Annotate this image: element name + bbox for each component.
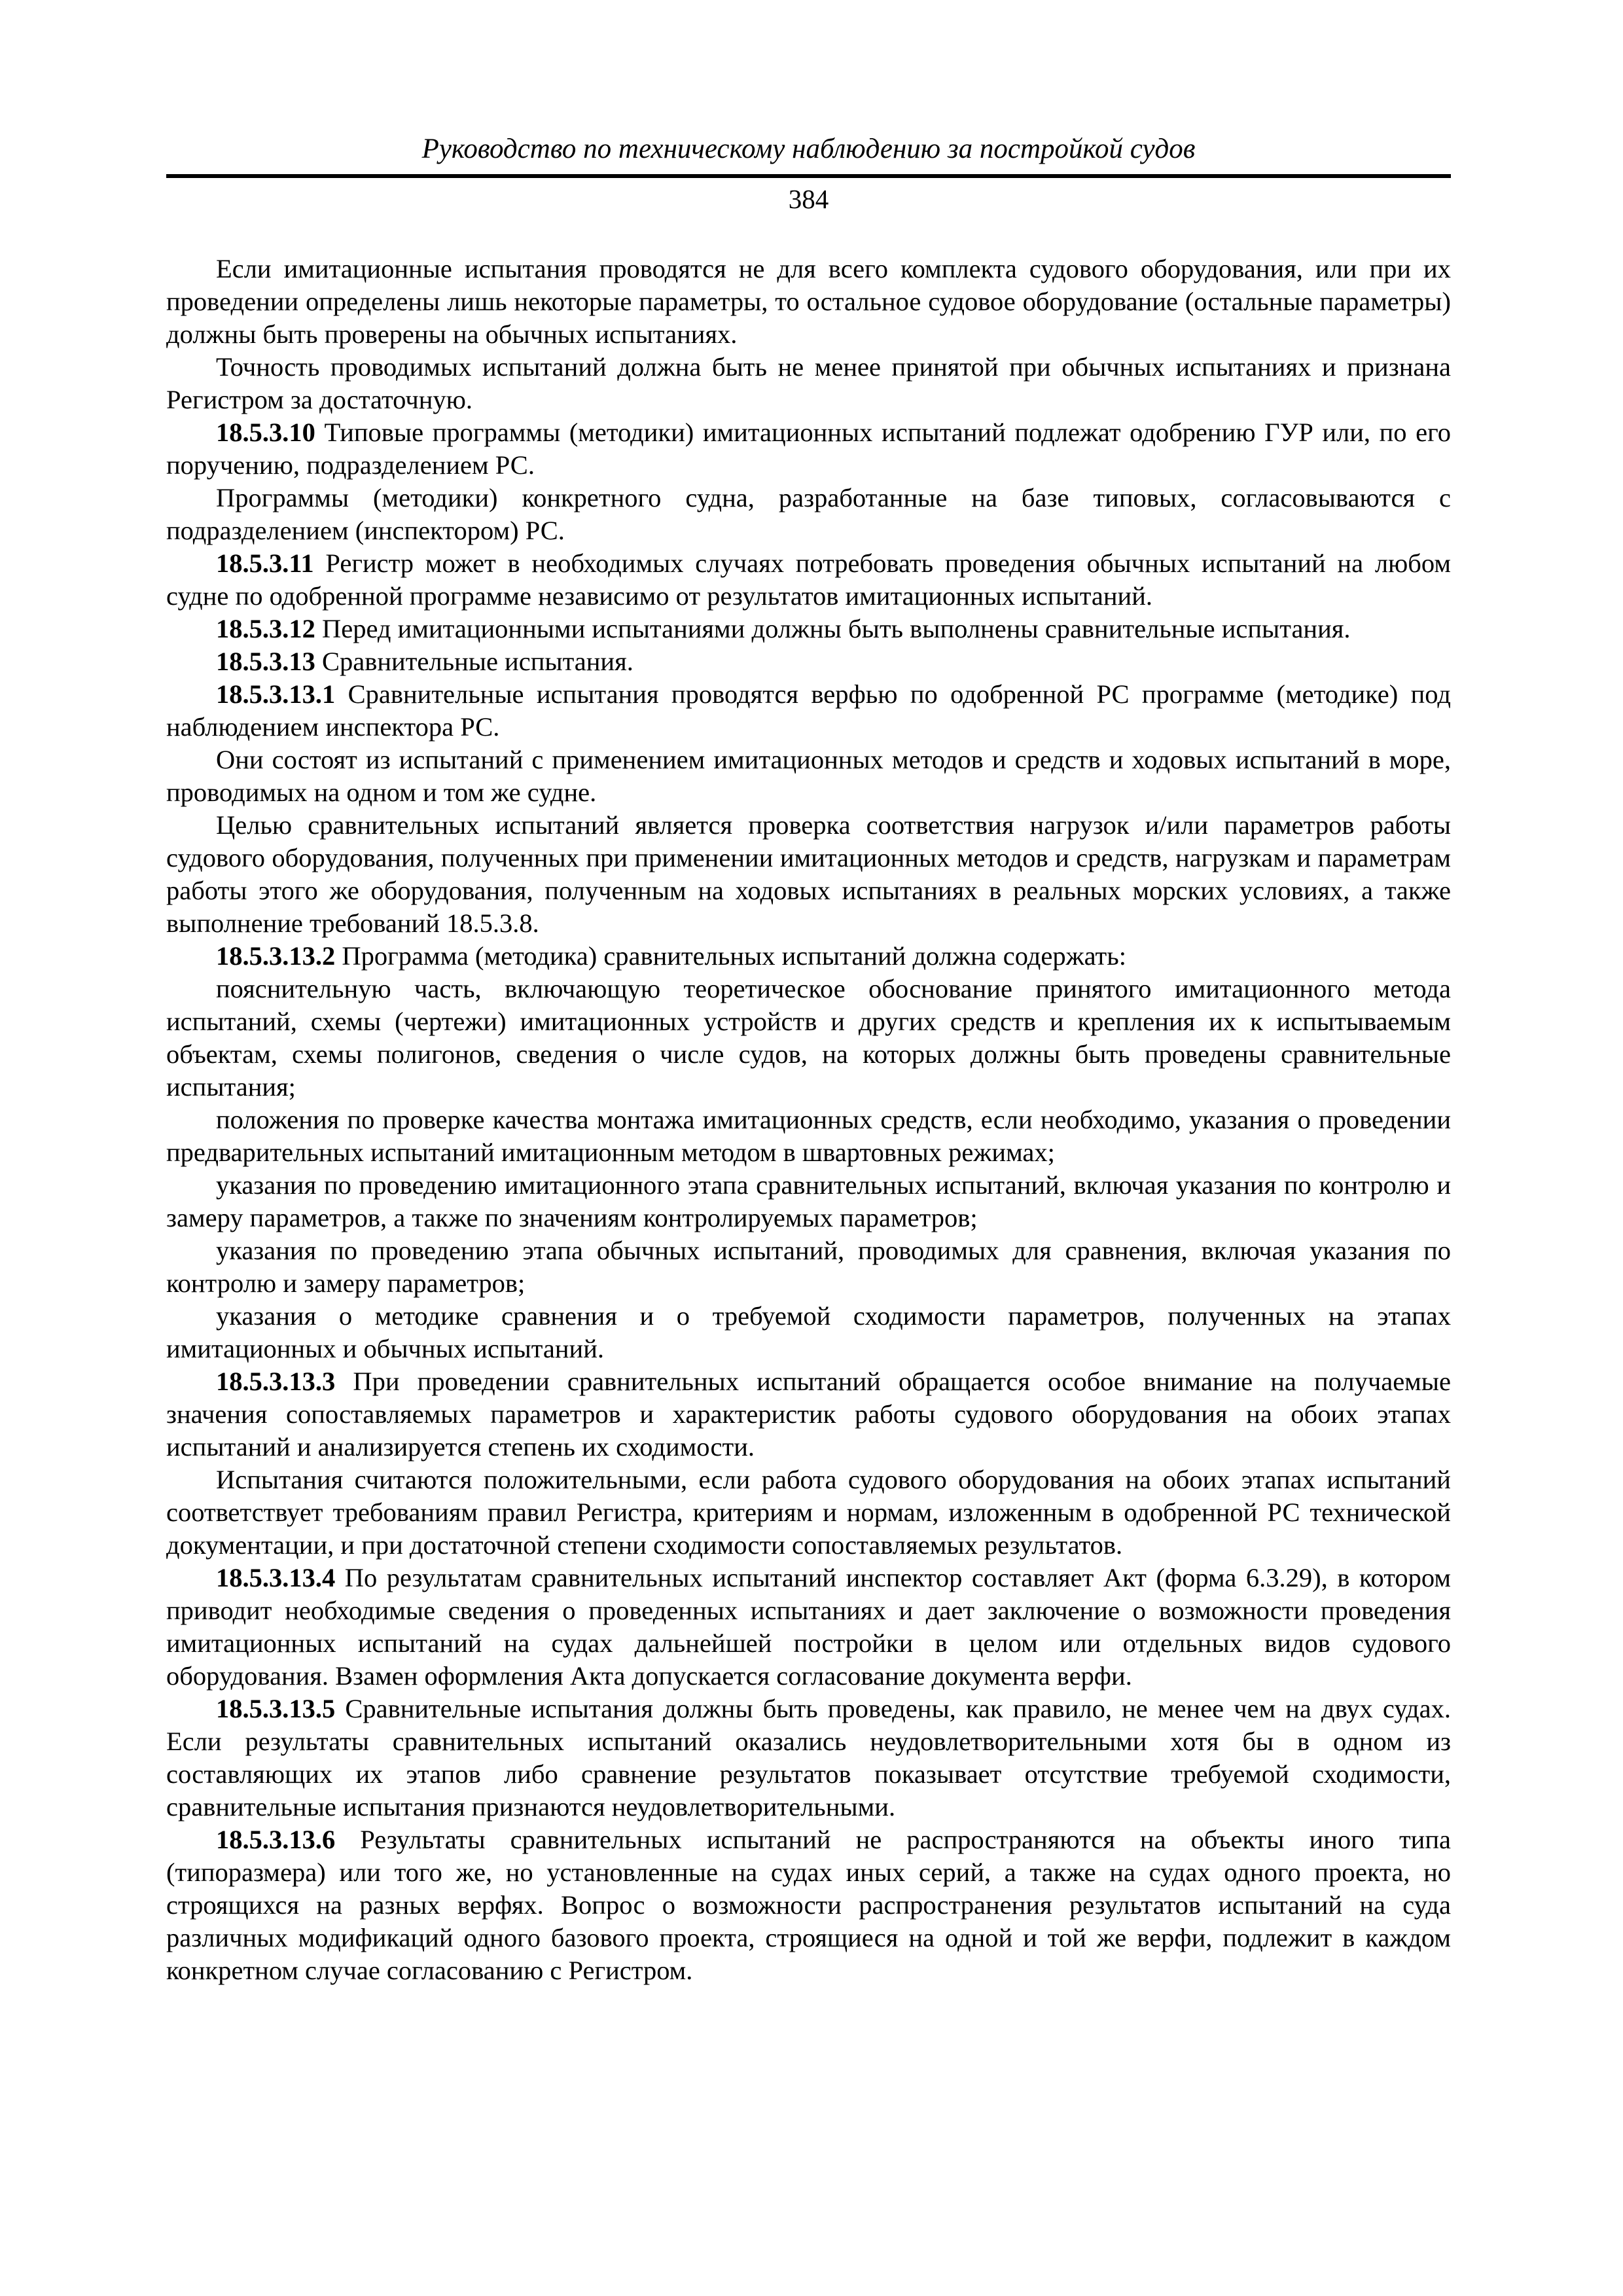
clause-number: 18.5.3.13.3: [216, 1367, 336, 1396]
paragraph: [166, 1300, 1451, 1365]
paragraph-text: Результаты сравнительных испытаний не распространяются на объекты иного типа (типоразмера) или того же, но установленные на судах иных серий, а также на судах одного проекта, но строящихся на разных верфях. Вопрос о возможности распространения результатов испытаний на суда различных модификаций одного базового проекта, строящиеся на одной и той же верфи, подлежит в каждом конкретном случае согласованию с Регистром.: [166, 1825, 1451, 1985]
paragraph-text: указания о методике сравнения и о требуемой сходимости параметров, полученных на этапах имитационных и обычных испытаний.: [166, 1301, 1451, 1363]
paragraph: [166, 1562, 1451, 1693]
paragraph-text: Сравнительные испытания.: [315, 647, 633, 676]
paragraph: [166, 613, 1451, 645]
paragraph: [166, 1693, 1451, 1823]
paragraph-text: Испытания считаются положительными, если работа судового оборудования на обоих этапах испытаний соответствует требованиям правил Регистра, критериям и нормам, изложенным в одобренной РС технической документации, и при достаточной степени сходимости сопоставляемых результатов.: [166, 1465, 1451, 1560]
paragraph-text: указания по проведению этапа обычных испытаний, проводимых для сравнения, включая указания по контролю и замеру параметров;: [166, 1236, 1451, 1298]
paragraph: [166, 1234, 1451, 1300]
header-rule: [166, 174, 1451, 178]
paragraph-text: По результатам сравнительных испытаний инспектор составляет Акт (форма 6.3.29), в котором приводит необходимые сведения о проведенных испытаниях и дает заключение о возможности проведения имитационных испытаний на судах дальнейшей постройки в целом или отдельных видов судового оборудования. Взамен оформления Акта допускается согласование документа верфи.: [166, 1563, 1451, 1691]
paragraph: [166, 678, 1451, 744]
paragraph: [166, 547, 1451, 613]
paragraph-text: пояснительную часть, включающую теоретическое обоснование принятого имитационного метода испытаний, схемы (чертежи) имитационных устройств и других средств и крепления их к испытываемым объектам, схемы полигонов, сведения о числе судов, на которых должны быть проведены сравнительные испытания;: [166, 974, 1451, 1102]
paragraph-text: Они состоят из испытаний с применением имитационных методов и средств и ходовых испытаний в море, проводимых на одном и том же судне.: [166, 745, 1451, 807]
paragraph: [166, 1823, 1451, 1987]
paragraph-text: положения по проверке качества монтажа имитационных средств, если необходимо, указания о проведении предварительных испытаний имитационным методом в швартовных режимах;: [166, 1105, 1451, 1167]
paragraph: [166, 940, 1451, 973]
clause-number: 18.5.3.13.6: [216, 1825, 336, 1854]
clause-number: 18.5.3.13.4: [216, 1563, 336, 1592]
paragraph: [166, 1169, 1451, 1234]
paragraph-text: Сравнительные испытания проводятся верфью по одобренной РС программе (методике) под наблюдением инспектора РС.: [166, 679, 1451, 742]
paragraph: [166, 351, 1451, 416]
paragraph-text: Если имитационные испытания проводятся не для всего комплекта судового оборудования, или при их проведении определены лишь некоторые параметры, то остальное судовое оборудование (остальные параметры) должны быть проверены на обычных испытаниях.: [166, 254, 1451, 349]
paragraph: [166, 973, 1451, 1103]
clause-number: 18.5.3.10: [216, 418, 315, 447]
paragraph: [166, 1365, 1451, 1463]
paragraph-text: Программа (методика) сравнительных испытаний должна содержать:: [335, 941, 1126, 971]
paragraph-text: Программы (методики) конкретного судна, разработанные на базе типовых, согласовываются с подразделением (инспектором) РС.: [166, 483, 1451, 545]
body-text: [166, 253, 1451, 1987]
clause-number: 18.5.3.12: [216, 614, 315, 643]
paragraph: [166, 253, 1451, 351]
paragraph-text: Типовые программы (методики) имитационных испытаний подлежат одобрению ГУР или, по его поручению, подразделением РС.: [166, 418, 1451, 480]
clause-number: 18.5.3.13.5: [216, 1694, 336, 1723]
paragraph-text: При проведении сравнительных испытаний обращается особое внимание на получаемые значения сопоставляемых параметров и характеристик работы судового оборудования на обоих этапах испытаний и анализируется степень их сходимости.: [166, 1367, 1451, 1462]
clause-number: 18.5.3.13.1: [216, 679, 336, 709]
clause-number: 18.5.3.13: [216, 647, 315, 676]
paragraph: [166, 416, 1451, 482]
paragraph-text: указания по проведению имитационного этапа сравнительных испытаний, включая указания по контролю и замеру параметров, а также по значениям контролируемых параметров;: [166, 1170, 1451, 1232]
paragraph-text: Точность проводимых испытаний должна быть не менее принятой при обычных испытаниях и признана Регистром за достаточную.: [166, 352, 1451, 414]
page-number: 384: [788, 184, 829, 214]
paragraph: [166, 482, 1451, 547]
clause-number: 18.5.3.11: [216, 548, 314, 578]
paragraph: [166, 809, 1451, 940]
paragraph: [166, 1103, 1451, 1169]
paragraph: [166, 1463, 1451, 1562]
running-header: Руководство по техническому наблюдению за постройкой судов: [421, 134, 1196, 164]
paragraph: [166, 744, 1451, 809]
paragraph: [166, 645, 1451, 678]
paragraph-text: Сравнительные испытания должны быть проведены, как правило, не менее чем на двух судах. Если результаты сравнительных испытаний оказались неудовлетворительными хотя бы в одном из составляющих их этапов либо сравнение результатов показывает отсутствие требуемой сходимости, сравнительные испытания признаются неудовлетворительными.: [166, 1694, 1451, 1821]
clause-number: 18.5.3.13.2: [216, 941, 336, 971]
paragraph-text: Перед имитационными испытаниями должны быть выполнены сравнительные испытания.: [315, 614, 1351, 643]
paragraph-text: Целью сравнительных испытаний является проверка соответствия нагрузок и/или параметров работы судового оборудования, полученных при применении имитационных методов и средств, нагрузкам и параметрам работы этого же оборудования, полученным на ходовых испытаниях в реальных морских условиях, а также выполнение требований 18.5.3.8.: [166, 810, 1451, 938]
paragraph-text: Регистр может в необходимых случаях потребовать проведения обычных испытаний на любом судне по одобренной программе независимо от результатов имитационных испытаний.: [166, 548, 1451, 611]
